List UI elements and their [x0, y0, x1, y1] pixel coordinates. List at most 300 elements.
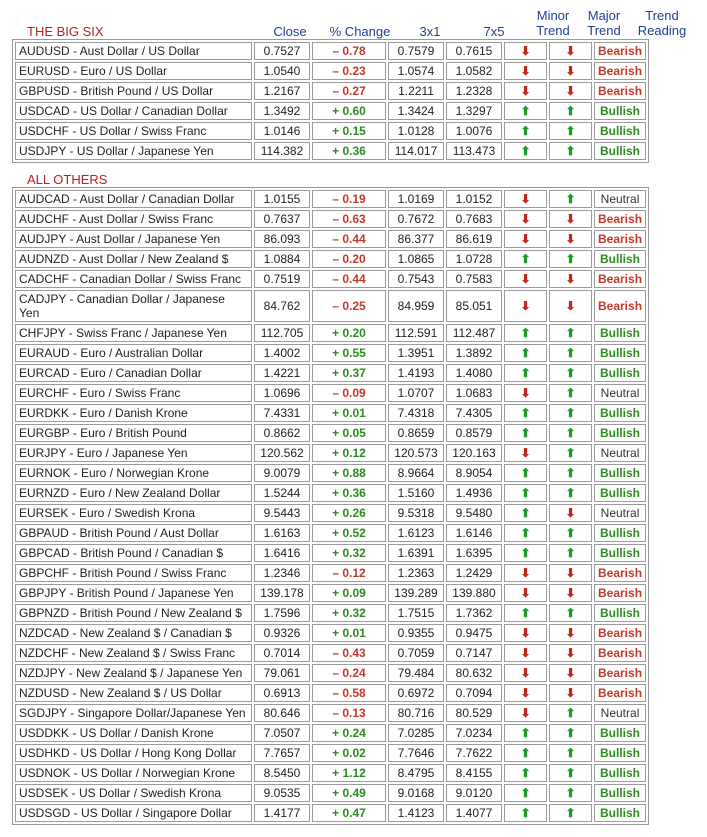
trend-reading: Bullish [594, 544, 646, 562]
pct-change-value: – 0.43 [312, 644, 386, 662]
green-up-arrow-icon: ⬆ [565, 386, 576, 400]
pair-name: EURJPY - Euro / Japanese Yen [15, 444, 252, 462]
value-3x1: 1.6391 [388, 544, 444, 562]
trend-reading: Bullish [594, 364, 646, 382]
green-up-arrow-icon: ⬆ [565, 546, 576, 560]
value-7x5: 80.632 [446, 664, 502, 682]
major-trend-cell [549, 504, 592, 522]
minor-trend-cell [504, 404, 547, 422]
red-down-arrow-icon: ⬇ [520, 84, 531, 98]
trend-reading: Bullish [594, 142, 646, 160]
green-up-arrow-icon: ⬆ [565, 252, 576, 266]
value-3x1: 79.484 [388, 664, 444, 682]
pct-change-value: – 0.44 [312, 270, 386, 288]
minor-trend-cell [504, 324, 547, 342]
pct-change-value: + 0.49 [312, 784, 386, 802]
minor-trend-cell [504, 604, 547, 622]
pair-name: EURCAD - Euro / Canadian Dollar [15, 364, 252, 382]
close-value: 8.5450 [254, 764, 310, 782]
minor-trend-cell [504, 684, 547, 702]
value-7x5: 1.3892 [446, 344, 502, 362]
value-3x1: 1.7515 [388, 604, 444, 622]
minor-trend-cell [504, 142, 547, 160]
minor-trend-cell [504, 664, 547, 682]
pct-change-value: – 0.20 [312, 250, 386, 268]
pair-name: GBPCHF - British Pound / Swiss Franc [15, 564, 252, 582]
table-row [15, 784, 646, 802]
red-down-arrow-icon: ⬇ [565, 626, 576, 640]
pair-name: EURNOK - Euro / Norwegian Krone [15, 464, 252, 482]
green-up-arrow-icon: ⬆ [520, 786, 531, 800]
header-7x5: 7x5 [483, 24, 505, 39]
value-7x5: 8.9054 [446, 464, 502, 482]
pct-change-value: + 0.36 [312, 142, 386, 160]
trend-reading: Bearish [594, 644, 646, 662]
close-value: 1.0146 [254, 122, 310, 140]
value-7x5: 9.5480 [446, 504, 502, 522]
major-trend-cell [549, 102, 592, 120]
value-7x5: 1.4936 [446, 484, 502, 502]
green-up-arrow-icon: ⬆ [565, 326, 576, 340]
pair-name: NZDCAD - New Zealand $ / Canadian $ [15, 624, 252, 642]
green-up-arrow-icon: ⬆ [565, 726, 576, 740]
table-row [15, 290, 646, 322]
pair-name: NZDJPY - New Zealand $ / Japanese Yen [15, 664, 252, 682]
green-up-arrow-icon: ⬆ [520, 426, 531, 440]
close-value: 1.2167 [254, 82, 310, 100]
major-trend-cell [549, 42, 592, 60]
pair-name: AUDNZD - Aust Dollar / New Zealand $ [15, 250, 252, 268]
green-up-arrow-icon: ⬆ [520, 526, 531, 540]
close-value: 86.093 [254, 230, 310, 248]
green-up-arrow-icon: ⬆ [565, 426, 576, 440]
pair-name: USDDKK - US Dollar / Danish Krone [15, 724, 252, 742]
red-down-arrow-icon: ⬇ [565, 506, 576, 520]
value-3x1: 84.959 [388, 290, 444, 322]
value-7x5: 112.487 [446, 324, 502, 342]
value-3x1: 7.0285 [388, 724, 444, 742]
minor-trend-cell [504, 230, 547, 248]
close-value: 84.762 [254, 290, 310, 322]
green-up-arrow-icon: ⬆ [565, 406, 576, 420]
green-up-arrow-icon: ⬆ [520, 346, 531, 360]
red-down-arrow-icon: ⬇ [520, 192, 531, 206]
value-3x1: 86.377 [388, 230, 444, 248]
trend-reading: Bullish [594, 250, 646, 268]
green-up-arrow-icon: ⬆ [520, 124, 531, 138]
table-row [15, 804, 646, 822]
table-row [15, 584, 646, 602]
minor-trend-cell [504, 584, 547, 602]
green-up-arrow-icon: ⬆ [565, 786, 576, 800]
green-up-arrow-icon: ⬆ [565, 466, 576, 480]
major-trend-cell [549, 384, 592, 402]
value-7x5: 1.0683 [446, 384, 502, 402]
minor-trend-cell [504, 364, 547, 382]
value-3x1: 1.6123 [388, 524, 444, 542]
header-major-trend [576, 8, 632, 38]
close-value: 0.9326 [254, 624, 310, 642]
table-row [15, 704, 646, 722]
minor-trend-cell [504, 102, 547, 120]
major-trend-cell [549, 344, 592, 362]
green-up-arrow-icon: ⬆ [565, 144, 576, 158]
minor-trend-cell [504, 270, 547, 288]
red-down-arrow-icon: ⬇ [520, 212, 531, 226]
red-down-arrow-icon: ⬇ [520, 646, 531, 660]
green-up-arrow-icon: ⬆ [520, 506, 531, 520]
major-trend-cell [549, 142, 592, 160]
value-3x1: 8.9664 [388, 464, 444, 482]
pct-change-value: – 0.25 [312, 290, 386, 322]
close-value: 1.3492 [254, 102, 310, 120]
minor-trend-cell [504, 210, 547, 228]
pct-change-value: + 0.09 [312, 584, 386, 602]
trend-reading: Neutral [594, 190, 646, 208]
major-trend-cell [549, 744, 592, 762]
value-7x5: 85.051 [446, 290, 502, 322]
red-down-arrow-icon: ⬇ [565, 64, 576, 78]
pct-change-value: – 0.09 [312, 384, 386, 402]
pct-change-value: + 0.88 [312, 464, 386, 482]
close-value: 1.0696 [254, 384, 310, 402]
major-trend-cell [549, 604, 592, 622]
table-row [15, 604, 646, 622]
green-up-arrow-icon: ⬆ [565, 366, 576, 380]
header-3x1: 3x1 [419, 24, 441, 39]
trend-reading: Bearish [594, 684, 646, 702]
value-7x5: 1.3297 [446, 102, 502, 120]
value-3x1: 7.7646 [388, 744, 444, 762]
major-trend-cell [549, 644, 592, 662]
trend-reading: Neutral [594, 704, 646, 722]
value-3x1: 1.0707 [388, 384, 444, 402]
close-value: 1.4002 [254, 344, 310, 362]
pair-name: GBPCAD - British Pound / Canadian $ [15, 544, 252, 562]
pair-name: NZDCHF - New Zealand $ / Swiss Franc [15, 644, 252, 662]
close-value: 80.646 [254, 704, 310, 722]
close-value: 0.7637 [254, 210, 310, 228]
table-row [15, 142, 646, 160]
close-value: 7.7657 [254, 744, 310, 762]
pair-name: USDJPY - US Dollar / Japanese Yen [15, 142, 252, 160]
header-major-line2: Trend [587, 23, 621, 38]
pct-change-value: + 0.37 [312, 364, 386, 382]
close-value: 120.562 [254, 444, 310, 462]
pair-name: EURSEK - Euro / Swedish Krona [15, 504, 252, 522]
table-row [15, 464, 646, 482]
pct-change-value: + 0.26 [312, 504, 386, 522]
trend-reading: Bearish [594, 210, 646, 228]
minor-trend-cell [504, 122, 547, 140]
red-down-arrow-icon: ⬇ [520, 299, 531, 313]
table-row [15, 624, 646, 642]
header-minor-line2: Trend [536, 23, 570, 38]
column-header-row [0, 6, 707, 42]
table-row [15, 210, 646, 228]
minor-trend-cell [504, 764, 547, 782]
major-trend-cell [549, 82, 592, 100]
pair-name: CADCHF - Canadian Dollar / Swiss Franc [15, 270, 252, 288]
minor-trend-cell [504, 724, 547, 742]
close-value: 0.7519 [254, 270, 310, 288]
close-value: 9.0535 [254, 784, 310, 802]
minor-trend-cell [504, 344, 547, 362]
pair-name: USDSGD - US Dollar / Singapore Dollar [15, 804, 252, 822]
trend-reading: Neutral [594, 504, 646, 522]
major-trend-cell [549, 484, 592, 502]
value-3x1: 0.7579 [388, 42, 444, 60]
table-row [15, 404, 646, 422]
major-trend-cell [549, 210, 592, 228]
green-up-arrow-icon: ⬆ [565, 706, 576, 720]
green-up-arrow-icon: ⬆ [565, 192, 576, 206]
value-7x5: 1.0076 [446, 122, 502, 140]
green-up-arrow-icon: ⬆ [565, 446, 576, 460]
table-row [15, 764, 646, 782]
major-trend-cell [549, 324, 592, 342]
value-7x5: 7.7622 [446, 744, 502, 762]
red-down-arrow-icon: ⬇ [565, 299, 576, 313]
pair-name: USDHKD - US Dollar / Hong Kong Dollar [15, 744, 252, 762]
all-others-table [12, 187, 649, 825]
major-trend-cell [549, 764, 592, 782]
close-value: 9.5443 [254, 504, 310, 522]
pair-name: GBPJPY - British Pound / Japanese Yen [15, 584, 252, 602]
value-3x1: 1.0865 [388, 250, 444, 268]
close-value: 1.0884 [254, 250, 310, 268]
table-row [15, 250, 646, 268]
pct-change-value: – 0.23 [312, 62, 386, 80]
green-up-arrow-icon: ⬆ [520, 104, 531, 118]
red-down-arrow-icon: ⬇ [565, 232, 576, 246]
close-value: 0.7527 [254, 42, 310, 60]
pair-name: EURNZD - Euro / New Zealand Dollar [15, 484, 252, 502]
red-down-arrow-icon: ⬇ [565, 586, 576, 600]
value-3x1: 114.017 [388, 142, 444, 160]
pct-change-value: + 0.01 [312, 404, 386, 422]
green-up-arrow-icon: ⬆ [520, 726, 531, 740]
trend-reading: Bullish [594, 102, 646, 120]
trend-reading: Bullish [594, 524, 646, 542]
red-down-arrow-icon: ⬇ [520, 626, 531, 640]
value-7x5: 0.8579 [446, 424, 502, 442]
trend-reading: Bullish [594, 804, 646, 822]
green-up-arrow-icon: ⬆ [520, 144, 531, 158]
trend-reading: Bearish [594, 564, 646, 582]
value-7x5: 1.2328 [446, 82, 502, 100]
value-3x1: 1.2211 [388, 82, 444, 100]
pct-change-value: – 0.24 [312, 664, 386, 682]
pair-name: USDNOK - US Dollar / Norwegian Krone [15, 764, 252, 782]
value-7x5: 1.0152 [446, 190, 502, 208]
value-7x5: 7.4305 [446, 404, 502, 422]
red-down-arrow-icon: ⬇ [565, 666, 576, 680]
value-3x1: 0.6972 [388, 684, 444, 702]
red-down-arrow-icon: ⬇ [565, 212, 576, 226]
value-3x1: 1.4123 [388, 804, 444, 822]
trend-reading: Bearish [594, 584, 646, 602]
pair-name: EURGBP - Euro / British Pound [15, 424, 252, 442]
minor-trend-cell [504, 644, 547, 662]
value-7x5: 86.619 [446, 230, 502, 248]
pct-change-value: + 0.15 [312, 122, 386, 140]
pair-name: NZDUSD - New Zealand $ / US Dollar [15, 684, 252, 702]
major-trend-cell [549, 444, 592, 462]
value-3x1: 1.3424 [388, 102, 444, 120]
minor-trend-cell [504, 784, 547, 802]
value-3x1: 0.9355 [388, 624, 444, 642]
header-pct-change: % Change [329, 24, 391, 39]
value-7x5: 0.7615 [446, 42, 502, 60]
value-7x5: 80.529 [446, 704, 502, 722]
table-row [15, 230, 646, 248]
major-trend-cell [549, 404, 592, 422]
pct-change-value: – 0.12 [312, 564, 386, 582]
major-trend-cell [549, 250, 592, 268]
pct-change-value: – 0.63 [312, 210, 386, 228]
table-row [15, 102, 646, 120]
close-value: 1.6163 [254, 524, 310, 542]
value-7x5: 0.7147 [446, 644, 502, 662]
green-up-arrow-icon: ⬆ [565, 806, 576, 820]
table-row [15, 82, 646, 100]
green-up-arrow-icon: ⬆ [565, 606, 576, 620]
pct-change-value: + 0.47 [312, 804, 386, 822]
red-down-arrow-icon: ⬇ [520, 232, 531, 246]
major-trend-cell [549, 122, 592, 140]
value-3x1: 1.3951 [388, 344, 444, 362]
table-row [15, 664, 646, 682]
table-row [15, 504, 646, 522]
pct-change-value: – 0.78 [312, 42, 386, 60]
close-value: 1.6416 [254, 544, 310, 562]
pair-name: CADJPY - Canadian Dollar / Japanese Yen [15, 290, 252, 322]
minor-trend-cell [504, 464, 547, 482]
value-7x5: 1.7362 [446, 604, 502, 622]
red-down-arrow-icon: ⬇ [565, 566, 576, 580]
value-3x1: 0.7672 [388, 210, 444, 228]
close-value: 1.0540 [254, 62, 310, 80]
minor-trend-cell [504, 564, 547, 582]
trend-reading: Bullish [594, 344, 646, 362]
pct-change-value: + 0.12 [312, 444, 386, 462]
minor-trend-cell [504, 250, 547, 268]
pct-change-value: + 0.05 [312, 424, 386, 442]
value-7x5: 1.6146 [446, 524, 502, 542]
pct-change-value: + 0.20 [312, 324, 386, 342]
value-7x5: 1.0728 [446, 250, 502, 268]
table-row [15, 444, 646, 462]
green-up-arrow-icon: ⬆ [565, 486, 576, 500]
close-value: 9.0079 [254, 464, 310, 482]
major-trend-cell [549, 664, 592, 682]
trend-reading: Bullish [594, 424, 646, 442]
value-3x1: 80.716 [388, 704, 444, 722]
value-3x1: 0.7543 [388, 270, 444, 288]
green-up-arrow-icon: ⬆ [520, 366, 531, 380]
table-row [15, 344, 646, 362]
major-trend-cell [549, 230, 592, 248]
trend-reading: Neutral [594, 384, 646, 402]
trend-reading: Bullish [594, 744, 646, 762]
red-down-arrow-icon: ⬇ [520, 686, 531, 700]
value-7x5: 8.4155 [446, 764, 502, 782]
trend-reading: Bearish [594, 82, 646, 100]
close-value: 1.4221 [254, 364, 310, 382]
close-value: 1.2346 [254, 564, 310, 582]
table-row [15, 364, 646, 382]
green-up-arrow-icon: ⬆ [565, 746, 576, 760]
header-trend-reading [632, 8, 692, 38]
pair-name: AUDJPY - Aust Dollar / Japanese Yen [15, 230, 252, 248]
section-title-all-others: ALL OTHERS [27, 172, 108, 187]
table-row [15, 564, 646, 582]
big-six-table [12, 39, 649, 163]
pct-change-value: + 0.01 [312, 624, 386, 642]
trend-reading: Bullish [594, 724, 646, 742]
pct-change-value: + 0.52 [312, 524, 386, 542]
value-7x5: 7.0234 [446, 724, 502, 742]
trend-reading: Bullish [594, 764, 646, 782]
red-down-arrow-icon: ⬇ [565, 686, 576, 700]
green-up-arrow-icon: ⬆ [565, 124, 576, 138]
table-row [15, 122, 646, 140]
pct-change-value: – 0.27 [312, 82, 386, 100]
pair-name: GBPAUD - British Pound / Aust Dollar [15, 524, 252, 542]
value-3x1: 1.0169 [388, 190, 444, 208]
pair-name: EURCHF - Euro / Swiss Franc [15, 384, 252, 402]
value-3x1: 1.4193 [388, 364, 444, 382]
green-up-arrow-icon: ⬆ [565, 104, 576, 118]
red-down-arrow-icon: ⬇ [520, 566, 531, 580]
table-row [15, 484, 646, 502]
header-minor-trend [526, 8, 580, 38]
close-value: 1.5244 [254, 484, 310, 502]
red-down-arrow-icon: ⬇ [565, 646, 576, 660]
minor-trend-cell [504, 524, 547, 542]
pct-change-value: – 0.13 [312, 704, 386, 722]
red-down-arrow-icon: ⬇ [520, 64, 531, 78]
trend-reading: Bearish [594, 42, 646, 60]
pair-name: AUDUSD - Aust Dollar / US Dollar [15, 42, 252, 60]
value-7x5: 139.880 [446, 584, 502, 602]
table-row [15, 384, 646, 402]
pair-name: AUDCAD - Aust Dollar / Canadian Dollar [15, 190, 252, 208]
table-row [15, 744, 646, 762]
value-3x1: 8.4795 [388, 764, 444, 782]
pair-name: CHFJPY - Swiss Franc / Japanese Yen [15, 324, 252, 342]
close-value: 0.6913 [254, 684, 310, 702]
value-3x1: 1.0128 [388, 122, 444, 140]
close-value: 0.8662 [254, 424, 310, 442]
trend-reading: Bullish [594, 122, 646, 140]
table-row [15, 324, 646, 342]
table-row [15, 62, 646, 80]
minor-trend-cell [504, 42, 547, 60]
value-7x5: 9.0120 [446, 784, 502, 802]
table-row [15, 42, 646, 60]
green-up-arrow-icon: ⬆ [565, 766, 576, 780]
minor-trend-cell [504, 290, 547, 322]
major-trend-cell [549, 704, 592, 722]
value-7x5: 0.7683 [446, 210, 502, 228]
table-row [15, 424, 646, 442]
trend-reading: Bearish [594, 62, 646, 80]
table-row [15, 524, 646, 542]
pct-change-value: – 0.58 [312, 684, 386, 702]
table-row [15, 544, 646, 562]
